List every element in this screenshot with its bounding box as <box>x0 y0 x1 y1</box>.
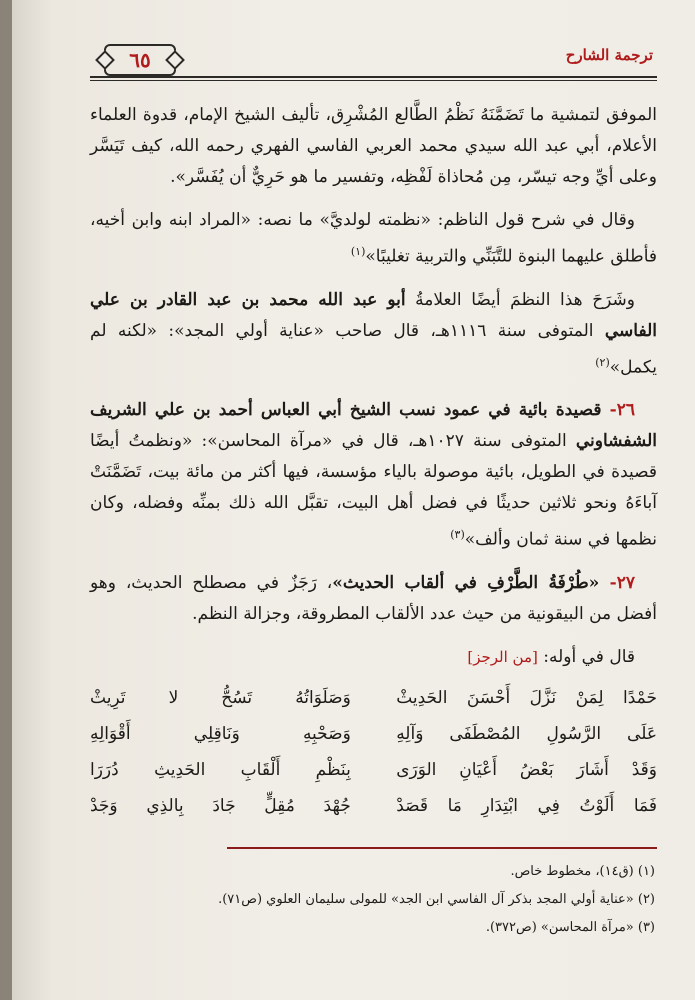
footnote-1: (١) (ق١٤)، مخطوط خاص. <box>510 864 655 879</box>
verse-1 <box>90 680 657 716</box>
verse-4 <box>90 788 657 824</box>
item-27-text: ، رَجَزٌ في مصطلح الحديث، وهو أفضل من البيقونية من حيث عدد الألقاب المطروقة، وجزالة النظم. <box>90 572 657 624</box>
item-27 <box>90 568 657 630</box>
page-header <box>90 38 657 82</box>
footnote-divider <box>227 847 657 849</box>
verse-2-left: وَصَحْبِهِ وَنَاقِلِي أَقْوَالِهِ <box>90 724 351 744</box>
footnote-ref-3: (٣) <box>450 528 465 542</box>
paragraph-3-lead: وشَرَحَ هذا النظمَ أيضًا العلامةُ <box>405 289 636 310</box>
footnotes <box>90 858 655 942</box>
header-rule <box>90 76 657 78</box>
poem-intro <box>90 642 657 673</box>
item-27-number: ٢٧- <box>599 572 636 593</box>
page-number: ٦٥ <box>104 44 176 76</box>
footnote-3: (٣) «مرآة المحاسن» (ص٣٧٢). <box>485 920 655 935</box>
poem-intro-text: قال في أوله: <box>537 646 635 667</box>
footnote-ref-2: (٢) <box>595 355 610 369</box>
header-rule-thin <box>90 80 657 81</box>
paragraph-2-text: وقال في شرح قول الناظم: «نظمته لولديَّ» ما نصه: «المراد ابنه وابن أخيه، فأطلق عليهما البنوة للتَّبَنِّي والتربية تغليبًا» <box>90 210 657 267</box>
footnote-ref-1: (١) <box>350 245 366 258</box>
item-26 <box>90 395 657 556</box>
paragraph-1: الموفق لتمشية ما تَضَمَّنَهُ نَظْمُ الطَّالع المُشْرِق، تأليف الشيخ الإمام، قدوة العلماء الأعلام، أبي عبد الله سيدي محمد العربي الفاسي الفهري رحمه الله، كيف تَيَسَّر وعلى أيِّ وجه تيسّر، مِن مُحاذاة لَفْظِه، وتفسير ما هو حَرِيٌّ أن يُفَسَّر». <box>90 105 657 187</box>
verse-2-right: عَلَى الرَّسُولِ المُصْطَفَى وَآلِهِ <box>396 724 657 744</box>
commentator-name: أبو عبد الله محمد بن عبد القادر بن علي الفاسي <box>90 289 657 341</box>
paragraph-3-rest: المتوفى سنة ١١١٦هـ، قال صاحب «عناية أولي المجد»: «لكنه لم يكمل» <box>90 320 657 378</box>
verse-3-left: بِنَظْمِ أَلْقَابِ الحَدِيثِ دُرَرَا <box>90 760 351 780</box>
running-title: ترجمة الشارح <box>565 46 653 64</box>
verse-3 <box>90 752 657 788</box>
poem-meter: [من الرجز] <box>467 647 538 666</box>
item-26-title: قصيدة بائية في عمود نسب الشيخ أبي العباس أحمد بن علي الشريف الشفشاوني <box>90 400 657 452</box>
poem <box>90 680 657 824</box>
item-27-title: «طُرْفَةُ الطَّرْفِ في ألقاب الحديث» <box>332 572 600 593</box>
paragraph-3 <box>90 285 657 384</box>
verse-3-right: وَقَدْ أَشَارَ بَعْضُ أَعْيَانِ الوَرَى <box>396 760 657 780</box>
book-page <box>12 0 695 1000</box>
footnote-2: (٢) «عناية أولي المجد بذكر آل الفاسي ابن الجد» للمولى سليمان العلوي (ص٧١). <box>218 892 655 907</box>
verse-2 <box>90 716 657 752</box>
item-26-number: ٢٦- <box>601 400 635 421</box>
main-text <box>90 100 657 685</box>
verse-1-left: وَصَلَوَاتُهُ تَسُحُّ لا تَرِيثْ <box>90 688 351 708</box>
verse-4-left: جُهْدَ مُقِلٍّ جَادَ بِالذِي وَجَدْ <box>90 796 351 816</box>
verse-4-right: فَمَا أَلَوْتُ فِي ابْتِدَارِ مَا قَصَدْ <box>396 796 657 816</box>
verse-1-right: حَمْدًا لِمَنْ نَزَّلَ أَحْسَنَ الحَدِيثْ <box>396 688 657 708</box>
paragraph-2 <box>90 205 657 273</box>
item-26-text: المتوفى سنة ١٠٢٧هـ، قال في «مرآة المحاسن»: «ونظمتُ أيضًا قصيدة في الطويل، بائية موصولة بالياء مؤسسة، فيها أكثر من مائة بيت، تَضَمَّنَتْ آباءَهُ ونحو ثلاثين حديثًا في فضل أهل البيت، تقبَّل الله ذلك بمنِّه وفضله، وكان نظمها في سنة ثمان وألف» <box>90 431 657 550</box>
